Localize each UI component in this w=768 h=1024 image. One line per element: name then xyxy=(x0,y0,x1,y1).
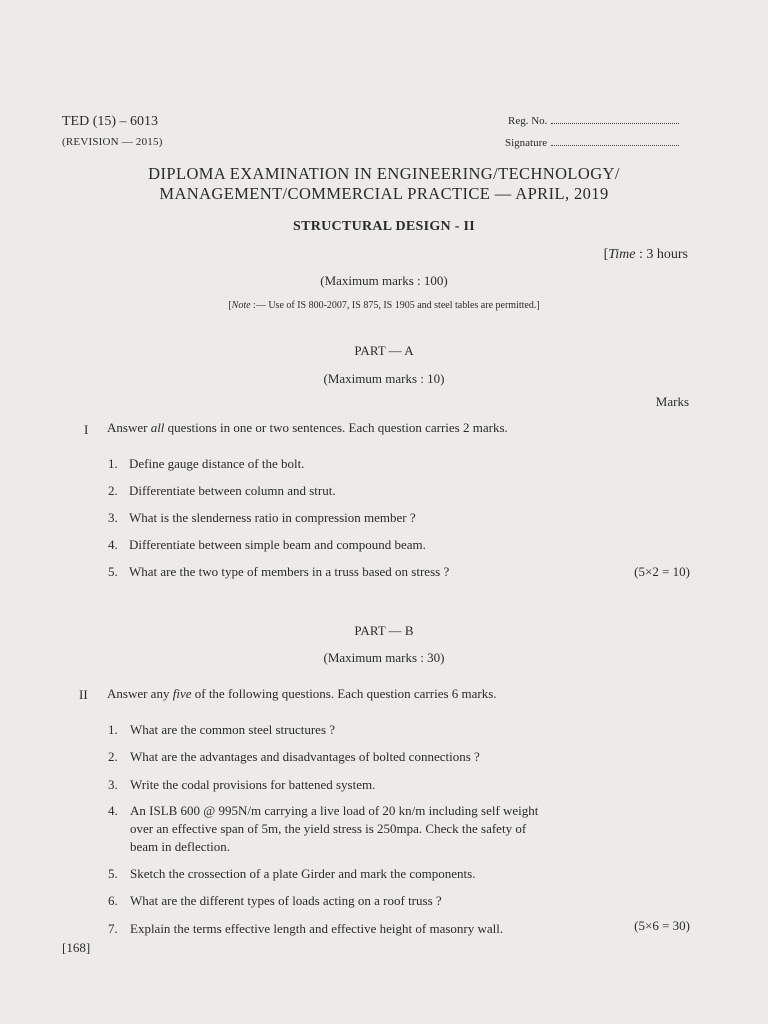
exam-note: [Note :— Use of IS 800-2007, IS 875, IS 1905 and steel tables are permitted.] xyxy=(228,300,540,311)
page-code: [168] xyxy=(62,940,91,955)
instr-pre: Answer any xyxy=(107,686,173,701)
question-number: 2. xyxy=(108,483,118,498)
section-roman-i: I xyxy=(84,422,89,437)
marks-column-label: Marks xyxy=(655,394,689,409)
part-a-heading: PART — A xyxy=(354,343,414,358)
instr-post: of the following questions. Each question carries 6 marks. xyxy=(191,686,497,701)
instr-pre: Answer xyxy=(107,420,151,435)
question-text: Differentiate between column and strut. xyxy=(129,483,336,498)
instr-post: questions in one or two sentences. Each question carries 2 marks. xyxy=(164,420,508,435)
question-number: 3. xyxy=(108,777,118,792)
maximum-marks: (Maximum marks : 100) xyxy=(320,273,448,288)
question-number: 4. xyxy=(108,537,118,552)
question-number: 4. xyxy=(108,803,118,818)
exam-title-line2: MANAGEMENT/COMMERCIAL PRACTICE — APRIL, 2019 xyxy=(159,184,609,203)
question-number: 1. xyxy=(108,722,118,737)
question-number: 6. xyxy=(108,893,118,908)
signature-dots xyxy=(551,136,679,146)
question-text: Explain the terms effective length and effective height of masonry wall. xyxy=(130,921,504,936)
question-text: Write the codal provisions for battened system. xyxy=(130,777,376,792)
signature-field xyxy=(505,136,679,149)
question-text-line3: beam in deflection. xyxy=(130,839,230,854)
question-text: What are the common steel structures ? xyxy=(130,722,336,737)
reg-no-field xyxy=(508,114,679,127)
question-number: 2. xyxy=(108,749,118,764)
question-text-line2: over an effective span of 5m, the yield stress is 250mpa. Check the safety of xyxy=(130,821,527,836)
reg-no-label: Reg. No. xyxy=(508,115,548,127)
instr-em: five xyxy=(172,686,192,701)
question-text: Define gauge distance of the bolt. xyxy=(129,456,305,471)
part-b-instruction xyxy=(107,686,497,702)
question-text: What is the slenderness ratio in compression member ? xyxy=(129,510,416,525)
question-number: 1. xyxy=(108,456,118,471)
part-b-max-marks: (Maximum marks : 30) xyxy=(323,650,445,665)
exam-code: TED (15) – 6013 xyxy=(62,114,159,129)
question-number: 7. xyxy=(108,921,118,936)
part-a-score: (5×2 = 10) xyxy=(634,564,690,579)
question-number: 5. xyxy=(108,564,118,579)
exam-time: [Time : 3 hours xyxy=(603,247,688,262)
question-text: What are the two type of members in a truss based on stress ? xyxy=(129,564,450,579)
section-roman-ii: II xyxy=(79,687,88,702)
question-text: What are the different types of loads acting on a roof truss ? xyxy=(130,893,442,908)
question-text-line1: An ISLB 600 @ 995N/m carrying a live load of 20 kn/m including self weight xyxy=(130,803,539,818)
part-b-score: (5×6 = 30) xyxy=(634,918,690,933)
part-a-instruction xyxy=(107,420,508,436)
exam-title-line1: DIPLOMA EXAMINATION IN ENGINEERING/TECHNOLOGY/ xyxy=(148,164,620,183)
instr-em: all xyxy=(150,420,165,435)
question-text: Sketch the crossection of a plate Girder and mark the components. xyxy=(130,866,476,881)
part-a-max-marks: (Maximum marks : 10) xyxy=(323,371,445,386)
part-b-heading: PART — B xyxy=(354,623,414,638)
signature-label: Signature xyxy=(505,137,548,149)
subject-title: STRUCTURAL DESIGN - II xyxy=(292,219,476,234)
question-text: Differentiate between simple beam and compound beam. xyxy=(129,537,426,552)
reg-no-dots xyxy=(551,114,679,124)
question-number: 3. xyxy=(108,510,118,525)
question-number: 5. xyxy=(108,866,118,881)
question-text: What are the advantages and disadvantages of bolted connections ? xyxy=(130,749,480,764)
revision: (REVISION — 2015) xyxy=(62,136,163,148)
